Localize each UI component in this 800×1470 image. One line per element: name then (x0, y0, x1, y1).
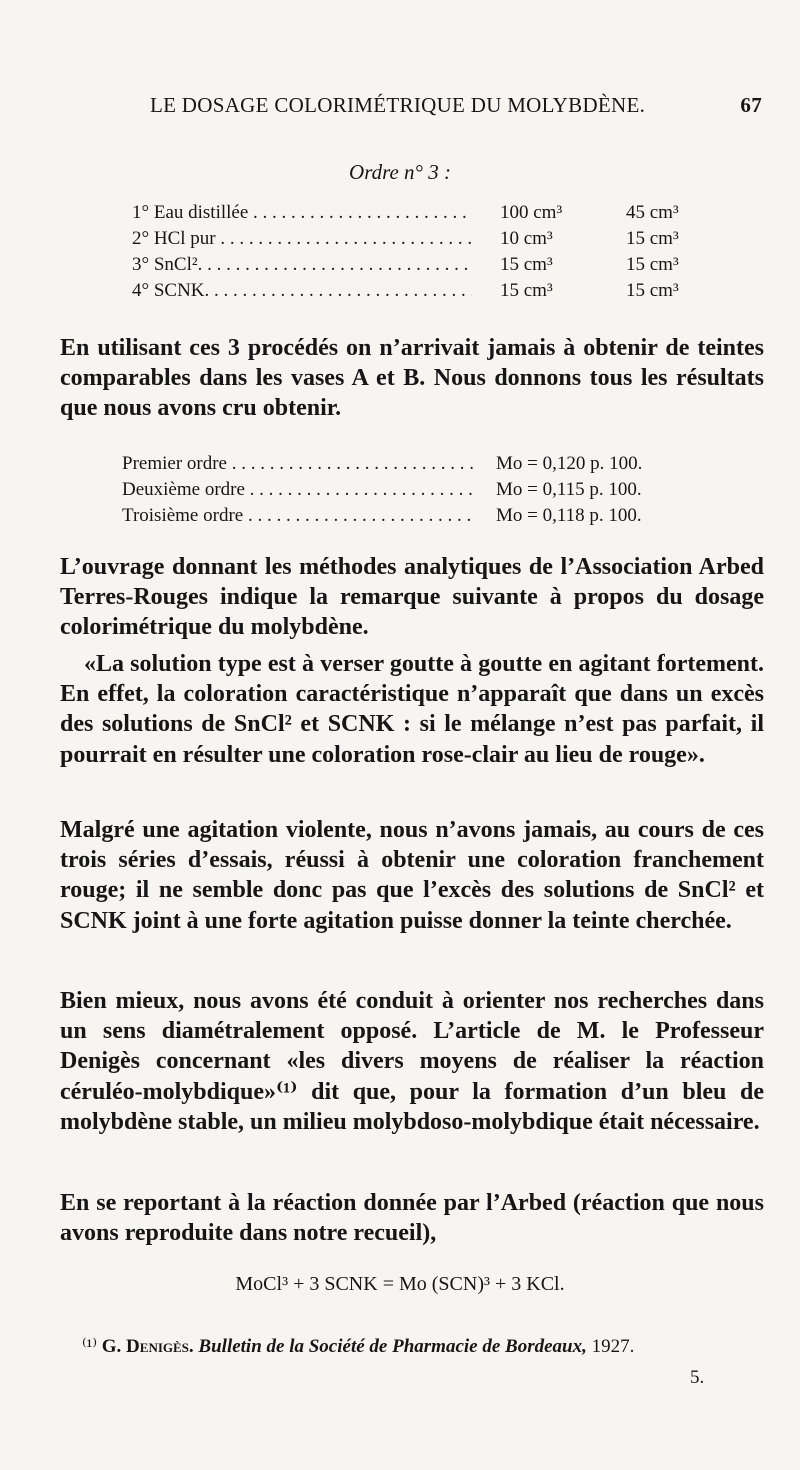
reagent-label: 4° SCNK. . . . (132, 280, 472, 302)
result-label: Deuxième ordre . . . (122, 479, 474, 501)
reagent-row (0, 202, 800, 228)
chemical-formula: MoCl³ + 3 SCNK = Mo (SCN)³ + 3 KCl. (235, 1273, 565, 1295)
reagent-row (0, 228, 800, 254)
footnote-marker: ⁽¹⁾ (82, 1336, 98, 1357)
footnote-year: 1927. (591, 1336, 635, 1357)
reagent-label: 3° SnCl². . . . (132, 254, 472, 276)
paragraph-reaction: En se reportant à la réaction donnée par l’Arbed (réaction que nous avons reproduite dans notre recueil), (60, 1190, 764, 1247)
reagent-row (0, 280, 800, 306)
result-row (0, 505, 800, 531)
result-row (0, 453, 800, 479)
reagent-label: 1° Eau distillée . . . (132, 202, 472, 224)
footnote-volume: 5. (690, 1367, 705, 1388)
page-number: 67 (740, 93, 762, 117)
order-title: Ordre n° 3 : (349, 160, 451, 184)
paragraph-deniges: Bien mieux, nous avons été conduit à orienter nos recherches dans un sens diamétralement opposé. L’article de M. le Professeur Denigès concernant «les divers moyens de réaliser la réaction céruléo-molybdique»⁽¹⁾ dit que, pour la formation d’un bleu de molybdène stable, un milieu molybdoso-molybdique était nécessaire. (60, 988, 764, 1135)
footnote (82, 1335, 782, 1358)
paragraph-arbed: L’ouvrage donnant les méthodes analytiques de l’Association Arbed Terres-Rouges indique la remarque suivante à propos du dosage colorimétrique du molybdène. (60, 554, 764, 641)
paragraph-procedures: En utilisant ces 3 procédés on n’arrivait jamais à obtenir de teintes comparables dans les vases A et B. Nous donnons tous les résultats que nous avons cru obtenir. (60, 335, 764, 422)
reagent-volume-a: 15 cm³ (500, 280, 553, 301)
running-title: LE DOSAGE COLORIMÉTRIQUE DU MOLYBDÈNE. (150, 93, 646, 117)
result-value: Mo = 0,115 p. 100. (496, 479, 642, 500)
result-label: Premier ordre . . . (122, 453, 474, 475)
result-row (0, 479, 800, 505)
reagent-volume-b: 45 cm³ (626, 202, 679, 223)
footnote-journal: Bulletin de la Société de Pharmacie de Bordeaux, (198, 1336, 587, 1357)
result-value: Mo = 0,118 p. 100. (496, 505, 642, 526)
paragraph-agitation: Malgré une agitation violente, nous n’avons jamais, au cours de ces trois séries d’essais, réussi à obtenir une coloration franchement rouge; il ne semble donc pas que l’excès des solutions de SnCl² et SCNK joint à une forte agitation puisse donner la teinte cherchée. (60, 817, 764, 934)
reagent-volume-a: 10 cm³ (500, 228, 553, 249)
reagent-volume-a: 15 cm³ (500, 254, 553, 275)
reagent-volume-a: 100 cm³ (500, 202, 563, 223)
reagent-volume-b: 15 cm³ (626, 280, 679, 301)
result-value: Mo = 0,120 p. 100. (496, 453, 643, 474)
reagent-volume-b: 15 cm³ (626, 254, 679, 275)
reagent-row (0, 254, 800, 280)
footnote-author: G. Denigès. (101, 1336, 194, 1357)
paragraph-quote: «La solution type est à verser goutte à goutte en agitant fortement. En effet, la coloration caractéristique n’apparaît que dans un excès des solutions de SnCl² et SCNK : si le mélange n’est pas parfait, il pourrait en résulter une coloration rose-clair au lieu de rouge». (60, 651, 764, 768)
result-label: Troisième ordre . . . (122, 505, 474, 527)
reagent-label: 2° HCl pur . . . (132, 228, 472, 250)
reagent-volume-b: 15 cm³ (626, 228, 679, 249)
